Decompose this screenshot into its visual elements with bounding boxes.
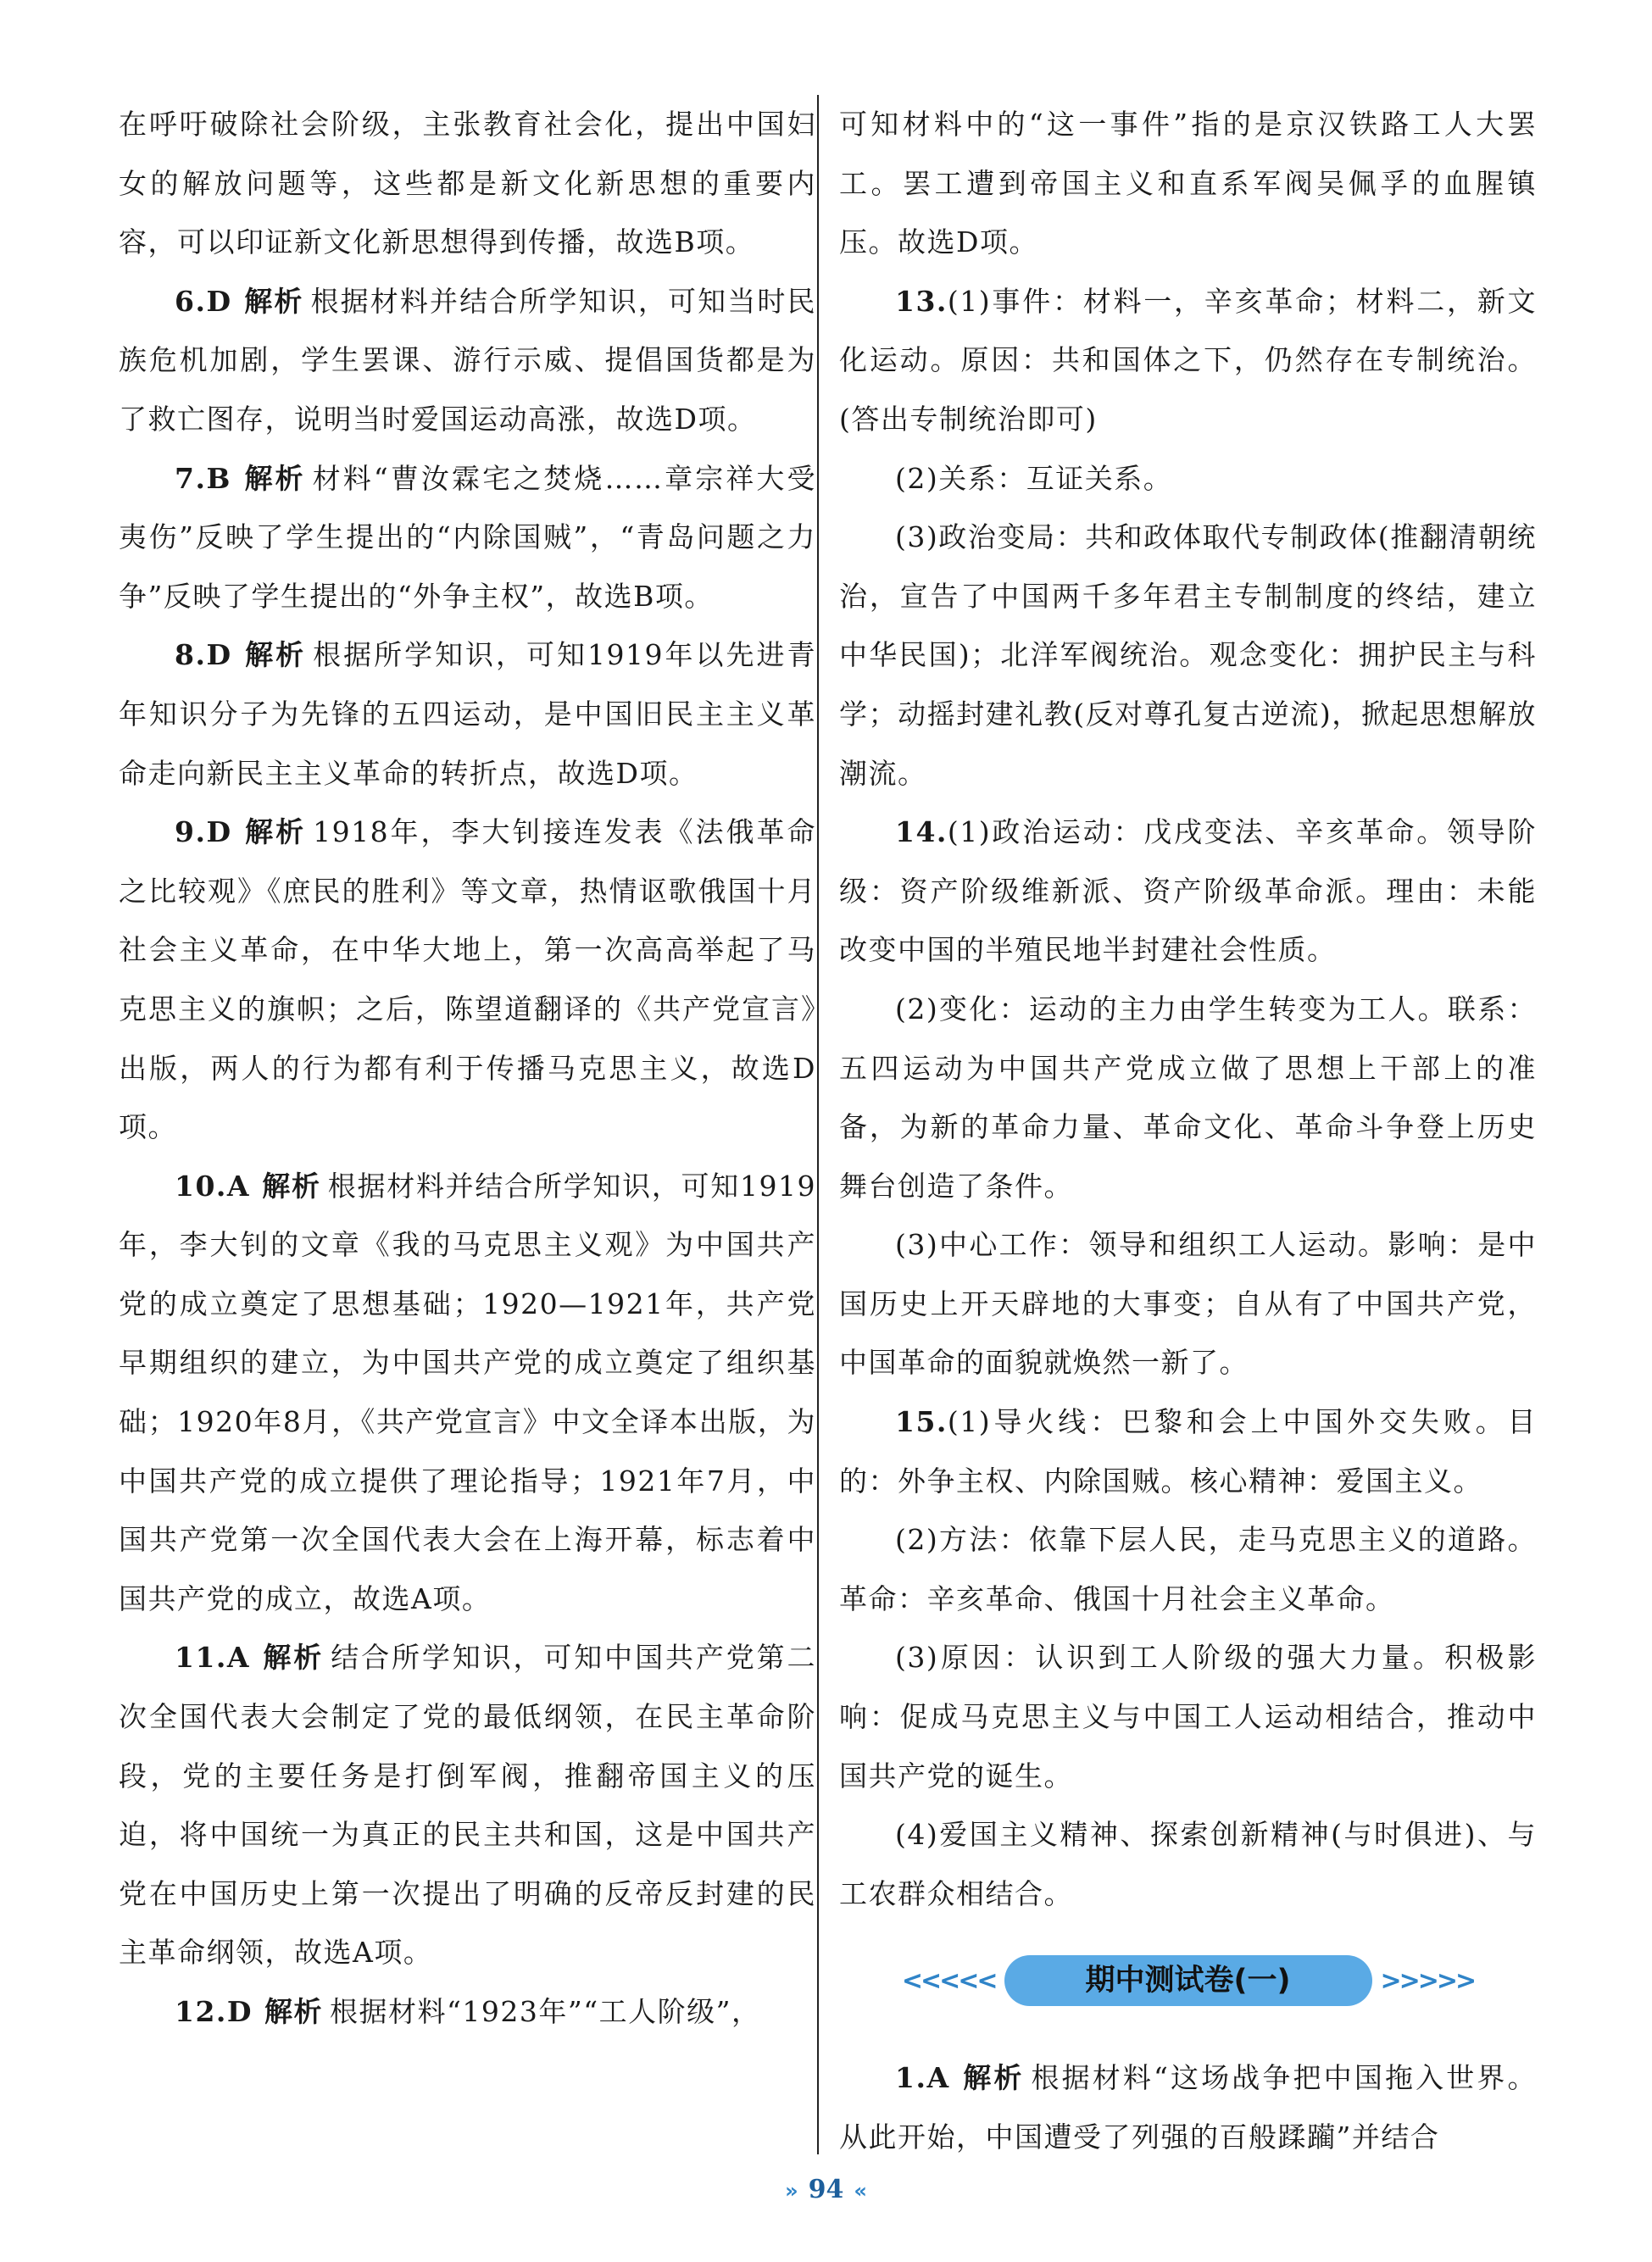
analysis-label: 解析 [262,1641,325,1675]
question-number: 13. [895,284,948,318]
answer-letter: B [206,461,231,495]
answer-15 [839,1392,1537,1510]
question-number: 11. [175,1641,227,1675]
analysis-label: 解析 [243,638,307,672]
answer-text: 根据材料并结合所学知识，可知当时民族危机加剧，学生罢课、游行示威、提倡国货都是为了救亡图存，说明当时爱国运动高涨，故选D项。 [119,284,817,436]
answer-10 [119,1157,816,1629]
answer-13 [839,272,1537,449]
answer-text: 根据所学知识，可知1919年以先进青年知识分子为先锋的五四运动，是中国旧民主主义革命走向新民主主义革命的转折点，故选D项。 [119,638,817,790]
answer-7 [119,449,816,626]
answer-15-part-2: (2)方法：依靠下层人民，走马克思主义的道路。革命：辛亥革命、俄国十月社会主义革命。 [839,1523,1537,1615]
question-number: 6. [175,284,207,318]
answer-14-part-3: (3)中心工作：领导和组织工人运动。影响：是中国历史上开天辟地的大事变；自从有了中国共产党，中国革命的面貌就焕然一新了。 [839,1228,1537,1380]
answer-letter: D [206,815,232,849]
answer-14-part-2: (2)变化：运动的主力由学生转变为工人。联系：五四运动为中国共产党成立做了思想上干部上的准备，为新的革命力量、革命文化、革命斗争登上历史舞台创造了条件。 [839,992,1537,1203]
analysis-label: 解析 [961,2061,1025,2095]
answer-letter: D [206,284,232,318]
answer-12-continued: 可知材料中的“这一事件”指的是京汉铁路工人大罢工。罢工遭到帝国主义和直系军阀吴佩孚的血腥镇压。故选D项。 [839,108,1537,259]
footer-right-chevrons-icon: » [785,2179,798,2203]
question-number: 12. [175,1995,227,2028]
answer-letter: D [226,1995,253,2028]
right-column [839,95,1537,2167]
answer-13-part-2: (2)关系：互证关系。 [895,461,1173,495]
answer-8 [119,625,816,803]
answer-text: 根据材料“1923年”“工人阶级”， [330,1995,761,2028]
question-number: 7. [175,461,207,495]
answer-text: (1)事件：材料一，辛亥革命；材料二，新文化运动。原因：共和国体之下，仍然存在专制统治。(答出专制统治即可) [839,284,1537,436]
answer-text: 材料“曹汝霖宅之焚烧……章宗祥大受夷伤”反映了学生提出的“内除国贼”，“青岛问题之力争”反映了学生提出的“外争主权”，故选B项。 [119,461,816,613]
analysis-label: 解析 [242,461,306,495]
analysis-label: 解析 [243,815,307,849]
answer-text: 结合所学知识，可知中国共产党第二次全国代表大会制定了党的最低纲领，在民主革命阶段，党的主要任务是打倒军阀，推翻帝国主义的压迫，将中国统一为真正的民主共和国，这是中国共产党在中国历史上第一次提出了明确的反帝反封建的民主革命纲领，故选A项。 [119,1641,817,1970]
analysis-label: 解析 [262,1169,321,1203]
question-number: 1. [895,2061,927,2095]
answer-9 [119,803,816,1157]
left-arrows-icon: <<<<< [901,1965,996,1996]
answer-paragraph: 在呼吁破除社会阶级，主张教育社会化，提出中国妇女的解放问题等，这些都是新文化新思想的重要内容，可以印证新文化新思想得到传播，故选B项。 [119,108,816,259]
page-footer [0,2175,1652,2204]
question-number: 15. [895,1405,948,1439]
answer-letter: A [926,2061,950,2095]
question-number: 14. [895,815,948,849]
right-arrows-icon: >>>>> [1380,1965,1475,1996]
answer-text: 根据材料“这场战争把中国拖入世界。从此开始，中国遭受了列强的百般蹂躏”并结合 [839,2061,1537,2154]
answer-text: 根据材料并结合所学知识，可知1919年，李大钊的文章《我的马克思主义观》为中国共产党的成立奠定了思想基础；1920—1921年，共产党早期组织的建立，为中国共产党的成立奠定了组织基础；1920年8月，《共产党宣言》中文全译本出版，为中国共产党的成立提供了理论指导；1921年7月，中国共产党第一次全国代表大会在上海开幕，标志着中国共产党的成立，故选A项。 [119,1169,816,1615]
answer-14 [839,803,1537,980]
answer-13-part-3: (3)政治变局：共和政体取代专制政体(推翻清朝统治，宣告了中国两千多年君主专制制度的终结，建立中华民国)；北洋军阀统治。观念变化：拥护民主与科学；动摇封建礼教(反对尊孔复古逆流)，掀起思想解放潮流。 [839,520,1537,790]
section-title: 期中测试卷(一) [1004,1955,1372,2006]
answer-15-part-4: (4)爱国主义精神、探索创新精神(与时俱进)、与工农群众相结合。 [839,1818,1537,1910]
page-number: 94 [808,2175,844,2204]
answer-text: 1918年，李大钊接连发表《法俄革命之比较观》《庶民的胜利》等文章，热情讴歌俄国十月社会主义革命，在中华大地上，第一次高高举起了马克思主义的旗帜；之后，陈望道翻译的《共产党宣言》出版，两人的行为都有利于传播马克思主义，故选D项。 [119,815,817,1144]
analysis-label: 解析 [243,284,304,318]
section-banner [839,1945,1537,2016]
answer-11 [119,1628,816,1982]
question-number: 8. [175,638,207,672]
analysis-label: 解析 [264,1995,324,2028]
question-number: 9. [175,815,207,849]
midterm-answer-1 [839,2048,1537,2166]
left-column [119,95,816,2042]
answer-12 [119,1982,816,2042]
answer-letter: A [226,1169,251,1203]
footer-left-chevrons-icon: « [854,2179,867,2203]
question-number: 10. [175,1169,227,1203]
answer-6 [119,272,816,449]
answer-text: (1)政治运动：戊戌变法、辛亥革命。领导阶级：资产阶级维新派、资产阶级革命派。理由：未能改变中国的半殖民地半封建社会性质。 [839,815,1537,967]
answer-15-part-3: (3)原因：认识到工人阶级的强大力量。积极影响：促成马克思主义与中国工人运动相结合，推动中国共产党的诞生。 [839,1641,1537,1792]
answer-text: (1)导火线：巴黎和会上中国外交失败。目的：外争主权、内除国贼。核心精神：爱国主义。 [839,1405,1537,1498]
answer-letter: D [206,638,232,672]
answer-letter: A [226,1641,251,1675]
column-divider [817,95,819,2154]
